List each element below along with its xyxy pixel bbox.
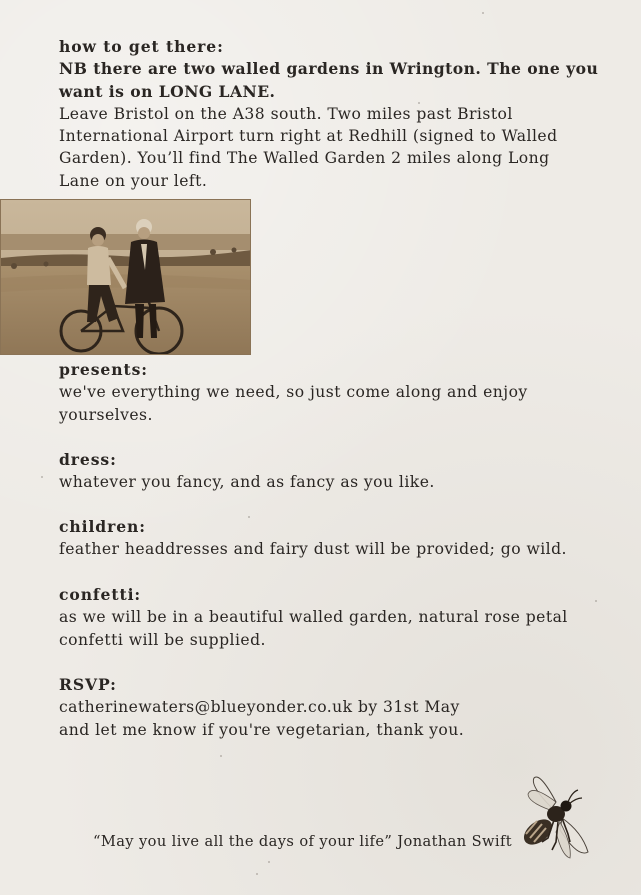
closing-quote: “May you live all the days of your life” Jonathan Swift xyxy=(93,833,513,850)
vintage-photo-image xyxy=(1,200,251,355)
directions-body-line: Garden). You’ll find The Walled Garden 2 miles along Long xyxy=(59,149,550,168)
rsvp-section xyxy=(59,674,619,741)
directions-notice-line: NB there are two walled gardens in Wrington. The one you xyxy=(59,59,599,79)
dress-text: whatever you fancy, and as fancy as you like. xyxy=(59,473,435,492)
confetti-heading: confetti: xyxy=(59,585,142,604)
children-heading: children: xyxy=(59,517,146,536)
directions-body-line: Leave Bristol on the A38 south. Two miles past Bristol xyxy=(59,104,513,123)
directions-body-line: International Airport turn right at Redhill (signed to Walled xyxy=(59,127,558,146)
directions-heading: how to get there: xyxy=(59,37,224,56)
presents-text: we've everything we need, so just come along and enjoy xyxy=(59,383,528,402)
dress-section xyxy=(59,449,619,494)
children-section xyxy=(59,516,619,561)
rsvp-email: catherinewaters@blueyonder.co.uk by 31st May xyxy=(59,698,460,717)
directions-section xyxy=(59,36,619,192)
dress-heading: dress: xyxy=(59,450,117,469)
bee-icon xyxy=(512,772,596,868)
presents-section xyxy=(59,359,619,426)
directions-notice-line: want is on LONG LANE. xyxy=(59,81,276,101)
confetti-text: confetti will be supplied. xyxy=(59,630,266,649)
confetti-text: as we will be in a beautiful walled garden, natural rose petal xyxy=(59,608,568,627)
children-text: feather headdresses and fairy dust will be provided; go wild. xyxy=(59,540,567,559)
directions-body-line: Lane on your left. xyxy=(59,171,208,190)
presents-heading: presents: xyxy=(59,360,148,379)
rsvp-note: and let me know if you're vegetarian, thank you. xyxy=(59,720,465,739)
confetti-section xyxy=(59,584,619,651)
presents-text: yourselves. xyxy=(59,405,153,424)
vintage-photo xyxy=(0,199,251,355)
rsvp-heading: RSVP: xyxy=(59,675,117,694)
